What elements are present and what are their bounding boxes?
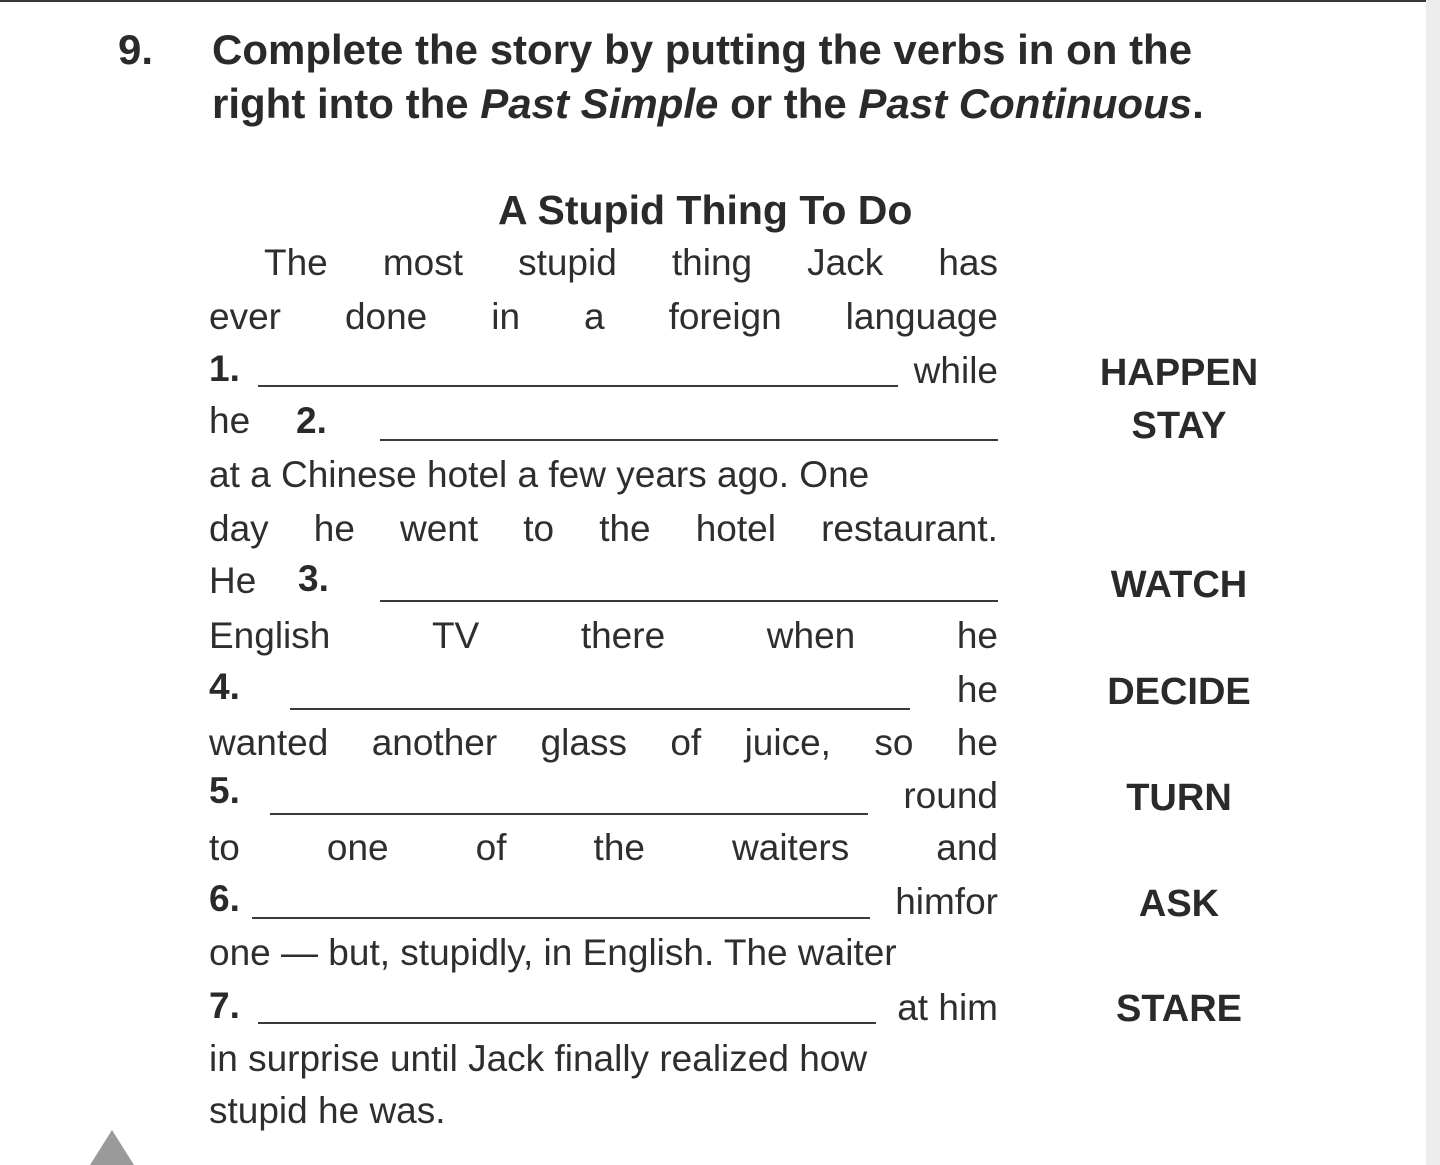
instruction-line-2 [212,78,1204,130]
answer-blank-5[interactable] [270,813,868,815]
answer-blank-3[interactable] [380,600,998,602]
story-title: A Stupid Thing To Do [498,187,913,233]
word: of [475,827,507,868]
word: foreign [668,296,782,337]
story-word: himfor [895,881,998,922]
story-line-14: one — but, stupidly, in English. The waiter [209,932,897,973]
instruction-line-1: Complete the story by putting the verbs in on the [212,26,1193,73]
word: so [874,722,914,763]
exercise-number: 9. [118,26,154,73]
word: to [523,508,555,549]
story-word: while [913,350,998,391]
verb-cue-2: STAY [1131,405,1227,447]
story-word: he [209,400,251,441]
story-word: He [209,560,257,601]
word: he [956,615,998,656]
word: ever [209,296,281,337]
tense-past-continuous: Past Continuous [858,80,1193,127]
word: waiters [732,827,850,868]
top-border-line [0,0,1440,2]
gap-number-2: 2. [296,400,327,441]
story-line-6 [209,506,998,552]
gap-number-1: 1. [209,348,240,389]
story-word: at him [897,987,998,1028]
word: language [845,296,998,337]
word: hotel [695,508,776,549]
gap-number-6: 6. [209,878,240,919]
word: most [382,242,464,283]
word: in [491,296,521,337]
word: a [584,296,605,337]
story-line-16: in surprise until Jack finally realized how [209,1038,868,1079]
word: to [209,827,240,868]
answer-blank-7[interactable] [258,1022,876,1024]
word: glass [540,722,627,763]
story-line-1 [264,240,998,286]
triangle-icon [90,1130,134,1165]
word: he [313,508,355,549]
answer-blank-6[interactable] [252,917,870,919]
story-line-10 [209,720,998,766]
word: when [766,615,856,656]
verb-cue-4: DECIDE [1107,671,1251,713]
word: done [344,296,428,337]
word: the [599,508,651,549]
word: juice, [744,722,831,763]
word: stupid [518,242,617,283]
word: restaurant. [821,508,998,549]
instruction-text: right into the [212,80,481,127]
word: went [400,508,479,549]
word: and [936,827,998,868]
instruction-text: . [1192,80,1204,127]
story-word: round [903,775,998,816]
answer-blank-2[interactable] [380,439,998,441]
word: Jack [807,242,884,283]
word: another [371,722,498,763]
word: thing [671,242,753,283]
word: of [670,722,702,763]
word: day [209,508,269,549]
story-word: he [956,669,998,710]
story-line-12 [209,825,998,871]
verb-cue-6: ASK [1138,883,1220,925]
story-line-5: at a Chinese hotel a few years ago. One [209,454,870,495]
word: English [209,615,331,656]
word: wanted [209,722,329,763]
page-edge-strip [1426,0,1440,1165]
word: TV [431,615,480,656]
gap-number-5: 5. [209,770,240,811]
tense-past-simple: Past Simple [480,80,719,127]
answer-blank-4[interactable] [290,708,910,710]
story-line-8 [209,613,998,659]
story-line-2 [209,294,998,340]
word: The [264,242,328,283]
story-line-17: stupid he was. [209,1090,446,1131]
verb-cue-3: WATCH [1110,564,1248,606]
instruction-text: or the [718,80,859,127]
word: one [326,827,389,868]
word: he [956,722,998,763]
verb-cue-5: TURN [1126,777,1232,819]
gap-number-3: 3. [298,558,329,599]
word: has [938,242,998,283]
verb-cue-7: STARE [1116,988,1242,1030]
gap-number-7: 7. [209,985,240,1026]
answer-blank-1[interactable] [258,385,898,387]
verb-cue-1: HAPPEN [1099,352,1259,394]
word: there [580,615,666,656]
gap-number-4: 4. [209,666,240,707]
word: the [593,827,645,868]
